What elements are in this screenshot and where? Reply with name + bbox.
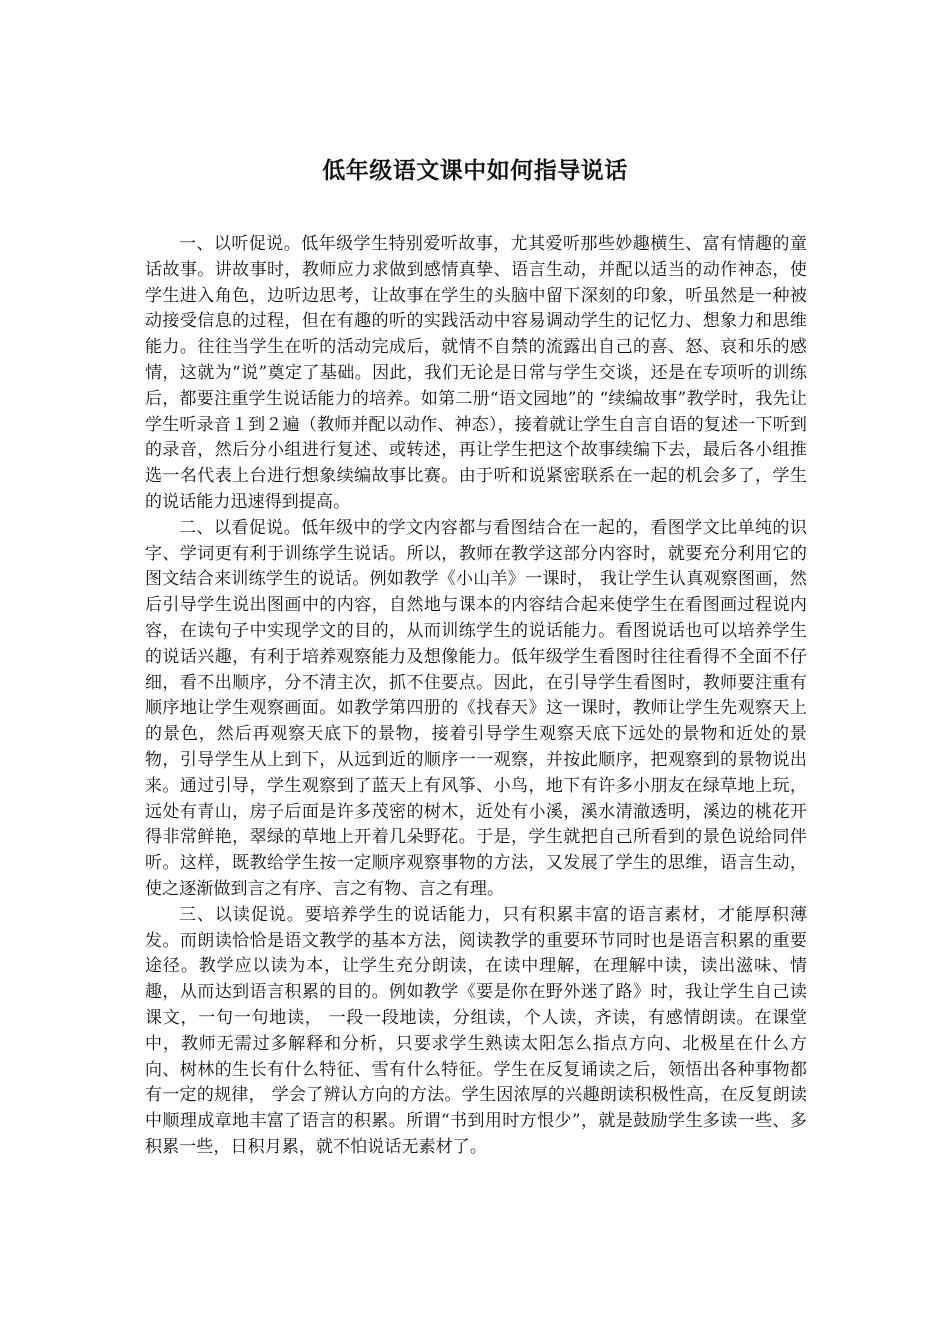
- paragraph-viewing: 二、以看促说。低年级中的学文内容都与看图结合在一起的，看图学文比单纯的识字、学词更有利于训练学生说话。所以，教师在教学这部分内容时，就要充分利用它的图文结合来训练学生的说话。例如教学《小山羊》一课时， 我让学生认真观察图画，然后引导学生说出图画中的内容，自然地与课本的内容结合起来使学生在看图画过程说内容，在读句子中实现学文的目的，从而训练学生的说话能力。看图说话也可以培养学生的说话兴趣，有利于培养观察能力及想像能力。低年级学生看图时往往看得不全面不仔细，看不出顺序，分不清主次，抓不住要点。因此，在引导学生看图时，教师要注重有顺序地让学生观察画面。如教学第四册的《找春天》这一课时，教师让学生先观察天上的景色，然后再观察天底下的景物，接着引导学生观察天底下远处的景物和近处的景物，引导学生从上到下，从远到近的顺序一一观察，并按此顺序，把观察到的景物说出来。通过引导，学生观察到了蓝天上有风筝、小鸟，地下有许多小朋友在绿草地上玩，远处有青山，房子后面是许多茂密的树木，近处有小溪，溪水清澈透明，溪边的桃花开得非常鲜艳，翠绿的草地上开着几朵野花。于是，学生就把自己所看到的景色说给同伴听。这样，既教给学生按一定顺序观察事物的方法，又发展了学生的思维，语言生动，使之逐渐做到言之有序、言之有物、言之有理。: [145, 517, 807, 899]
- paragraph-reading: 三、以读促说。要培养学生的说话能力，只有积累丰富的语言素材，才能厚积薄发。而朗读恰恰是语文教学的基本方法，阅读教学的重要环节同时也是语言积累的重要途径。教学应以读为本，让学生充分朗读，在读中理解，在理解中读，读出滋味、情趣，从而达到语言积累的目的。例如教学《要是你在野外迷了路》时，我让学生自己读课文，一句一句地读， 一段一段地读，分组读，个人读，齐读，有感情朗读。在课堂中，教师无需过多解释和分析，只要求学生熟读太阳怎么指点方向、北极星在什么方向、树林的生长有什么特征、雪有什么特征。学生在反复诵读之后，领悟出各种事物都有一定的规律， 学会了辨认方向的方法。学生因浓厚的兴趣朗读积极性高，在反复朗读中顺理成章地丰富了语言的积累。所谓“书到用时方恨少”，就是鼓励学生多读一些、多积累一些，日积月累，就不怕说话无素材了。: [145, 904, 807, 1157]
- document-title: 低年级语文课中如何指导说话: [322, 158, 628, 184]
- paragraph-listening: 一、以听促说。低年级学生特别爱听故事，尤其爱听那些妙趣横生、富有情趣的童话故事。讲故事时，教师应力求做到感情真挚、语言生动，并配以适当的动作神态，使学生进入角色，边听边思考，让故事在学生的头脑中留下深刻的印象，听虽然是一种被动接受信息的过程，但在有趣的听的实践活动中容易调动学生的记忆力、想象力和思维能力。往往当学生在听的活动完成后，就情不自禁的流露出自己的喜、怒、哀和乐的感情，这就为“说”奠定了基础。因此，我们无论是日常与学生交谈，还是在专项听的训练后，都要注重学生说话能力的培养。如第二册“语文园地”的 “续编故事”教学时，我先让学生听录音１到２遍（教师并配以动作、神态），接着就让学生自言自语的复述一下听到的录音，然后分小组进行复述、或转述，再让学生把这个故事续编下去，最后各小组推选一名代表上台进行想象续编故事比赛。由于听和说紧密联系在一起的机会多了，学生的说话能力迅速得到提高。: [145, 234, 807, 512]
- document-body: [145, 232, 807, 1161]
